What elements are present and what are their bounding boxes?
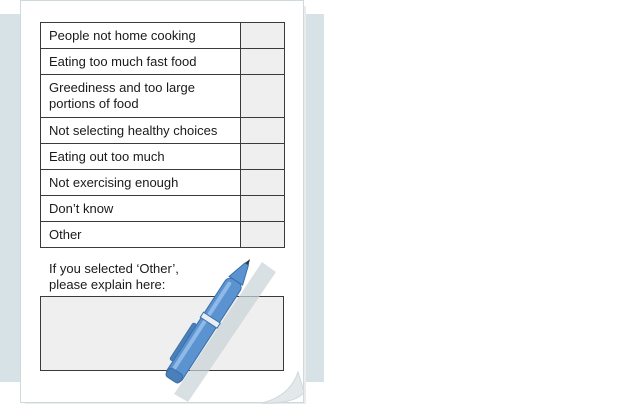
option-label: Not exercising enough bbox=[41, 170, 241, 196]
option-label: Eating out too much bbox=[41, 144, 241, 170]
option-label: Eating too much fast food bbox=[41, 49, 241, 75]
option-label: Not selecting healthy choices bbox=[41, 118, 241, 144]
option-label: Don’t know bbox=[41, 196, 241, 222]
option-label: People not home cooking bbox=[41, 23, 241, 49]
other-prompt-line: If you selected ‘Other’, bbox=[49, 261, 179, 276]
option-label: Other bbox=[41, 222, 241, 248]
other-prompt-line: please explain here: bbox=[49, 277, 166, 292]
option-label: Greediness and too large portions of food bbox=[41, 75, 241, 118]
